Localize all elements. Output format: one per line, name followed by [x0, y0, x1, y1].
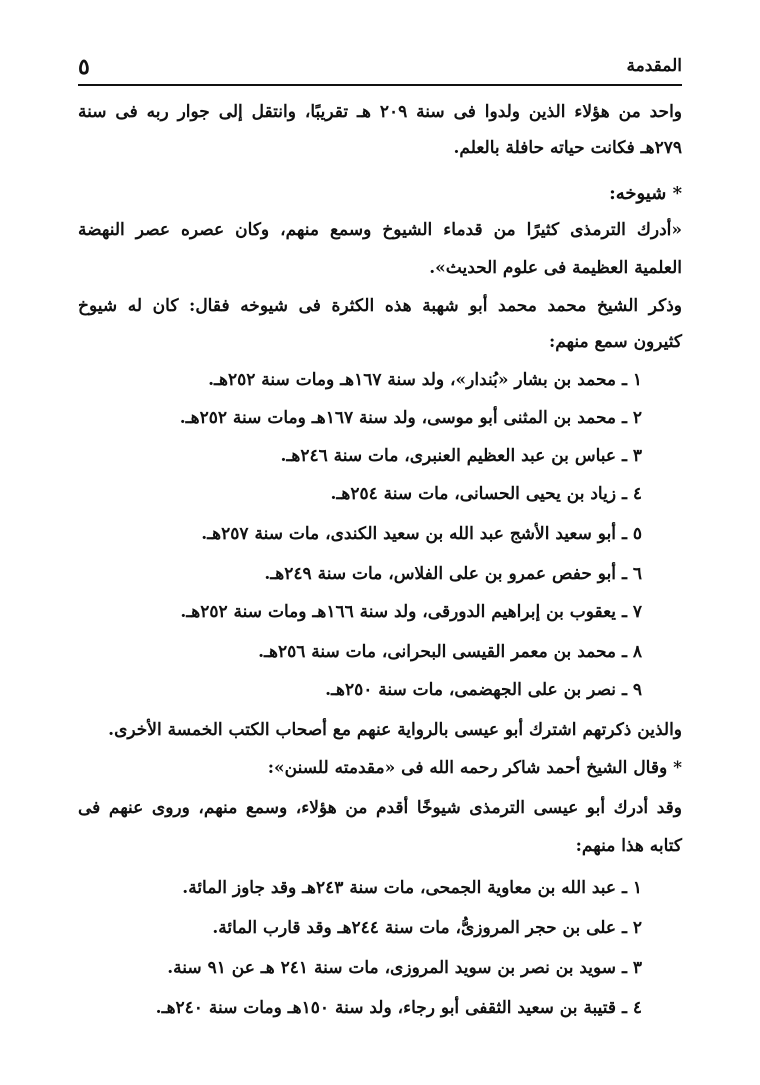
list-item: ٣ ـ سويد بن نصر بن سويد المروزى، مات سنة ٢٤١ هـ عن ٩١ سنة. — [167, 958, 642, 978]
list-item: ٥ ـ أبو سعيد الأشج عبد الله بن سعيد الكندى، مات سنة ٢٥٧هـ. — [201, 524, 642, 544]
quote-line-2: العلمية العظيمة فى علوم الحديث». — [429, 258, 682, 278]
shared-narration-line: والذين ذكرتهم اشترك أبو عيسى بالرواية عنهم مع أصحاب الكتب الخمسة الأخرى. — [108, 720, 682, 740]
list-item: ٢ ـ على بن حجر المروزىُّ، مات سنة ٢٤٤هـ وقد قارب المائة. — [212, 918, 642, 938]
list-item: ٣ ـ عباس بن عبد العظيم العنبرى، مات سنة ٢٤٦هـ. — [280, 446, 642, 466]
shakir-line-1: وقد أدرك أبو عيسى الترمذى شيوخًا أقدم من هؤلاء، وسمع منهم، وروى عنهم فى — [78, 798, 682, 818]
running-title: المقدمة — [626, 56, 682, 76]
list-item: ٢ ـ محمد بن المثنى أبو موسى، ولد سنة ١٦٧هـ ومات سنة ٢٥٢هـ. — [179, 408, 642, 428]
intro-line-2: ٢٧٩هـ فكانت حياته حافلة بالعلم. — [453, 138, 682, 158]
intro-line-1: واحد من هؤلاء الذين ولدوا فى سنة ٢٠٩ هـ تقريبًا، وانتقل إلى جوار ربه فى سنة — [78, 102, 682, 122]
abu-shuhba-line-1: وذكر الشيخ محمد محمد أبو شهبة هذه الكثرة فى شيوخه فقال: كان له شيوخ — [78, 296, 682, 316]
quote-line-1: «أدرك الترمذى كثيرًا من قدماء الشيوخ وسمع منهم، وكان عصره عصر النهضة — [78, 220, 682, 240]
page-number: ٥ — [78, 54, 90, 80]
list-item: ٧ ـ يعقوب بن إبراهيم الدورقى، ولد سنة ١٦٦هـ ومات سنة ٢٥٢هـ. — [180, 602, 642, 622]
list-item: ١ ـ عبد الله بن معاوية الجمحى، مات سنة ٢٤٣هـ وقد جاوز المائة. — [182, 878, 642, 898]
list-item: ٦ ـ أبو حفص عمرو بن على الفلاس، مات سنة ٢٤٩هـ. — [264, 564, 642, 584]
list-item: ٩ ـ نصر بن على الجهضمى، مات سنة ٢٥٠هـ. — [325, 680, 642, 700]
list-item: ٤ ـ زياد بن يحيى الحسانى، مات سنة ٢٥٤هـ. — [330, 484, 642, 504]
section-heading-shuyukh: * شيوخه: — [609, 183, 682, 204]
page-header — [78, 54, 682, 86]
shakir-line-2: كتابه هذا منهم: — [575, 836, 682, 856]
abu-shuhba-line-2: كثيرون سمع منهم: — [548, 332, 682, 352]
shakir-heading: * وقال الشيخ أحمد شاكر رحمه الله فى «مقدمته للسنن»: — [267, 758, 682, 778]
list-item: ٨ ـ محمد بن معمر القيسى البحرانى، مات سنة ٢٥٦هـ. — [258, 642, 642, 662]
list-item: ١ ـ محمد بن بشار «بُندار»، ولد سنة ١٦٧هـ ومات سنة ٢٥٢هـ. — [208, 370, 642, 390]
list-item: ٤ ـ قتيبة بن سعيد الثقفى أبو رجاء، ولد سنة ١٥٠هـ ومات سنة ٢٤٠هـ. — [155, 998, 642, 1018]
